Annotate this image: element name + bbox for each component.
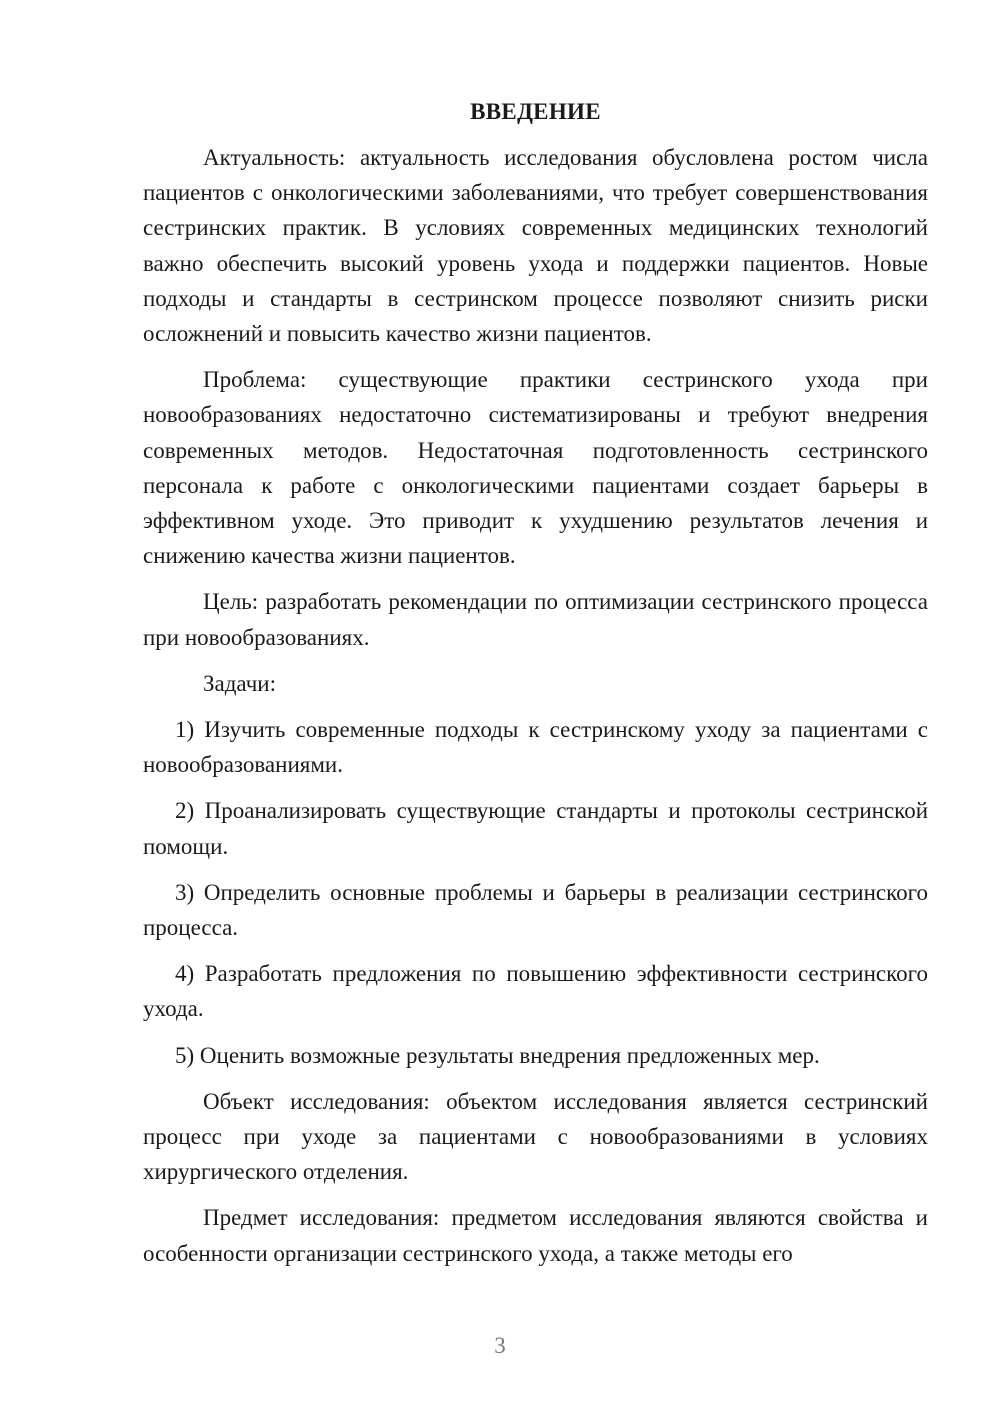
subject-paragraph: Предмет исследования: предметом исследования являются свойства и особенности организации сестринского ухода, а также методы его (143, 1205, 928, 1266)
problem-paragraph: Проблема: существующие практики сестринского ухода при новообразованиях недостаточно систематизированы и требуют внедрения современных методов. Недостаточная подготовленность сестринского персонала к работе с онкологическими пациентами создает барьеры в эффективном уходе. Это приводит к ухудшению результатов лечения и снижению качества жизни пациентов. (143, 367, 928, 569)
list-item: 5) Оценить возможные результаты внедрения предложенных мер. (175, 1042, 820, 1068)
goal-paragraph: Цель: разработать рекомендации по оптимизации сестринского процесса при новообразованиях. (143, 589, 928, 650)
page-content (143, 94, 928, 1271)
list-item: 3) Определить основные проблемы и барьеры в реализации сестринского процесса. (143, 879, 928, 941)
page-title: ВВЕДЕНИЕ (470, 99, 601, 124)
page-number: 3 (494, 1333, 506, 1358)
list-item: 4) Разработать предложения по повышению эффективности сестринского ухода. (143, 961, 928, 1022)
list-item: 2) Проанализировать существующие стандарты и протоколы сестринской помощи. (143, 798, 928, 859)
object-paragraph: Объект исследования: объектом исследования является сестринский процесс при уходе за пациентами с новообразованиями в условиях хирургического отделения. (143, 1088, 928, 1185)
list-item: 1) Изучить современные подходы к сестринскому уходу за пациентами с новообразованиями. (143, 717, 928, 778)
tasks-list (143, 712, 928, 1073)
tasks-heading: Задачи: (203, 670, 276, 696)
relevance-paragraph: Актуальность: актуальность исследования обусловлена ростом числа пациентов с онкологическими заболеваниями, что требует совершенствования сестринских практик. В условиях современных медицинских технологий важно обеспечить высокий уровень ухода и поддержки пациентов. Новые подходы и стандарты в сестринском процессе позволяют снизить риски осложнений и повысить качество жизни пациентов. (143, 145, 928, 347)
